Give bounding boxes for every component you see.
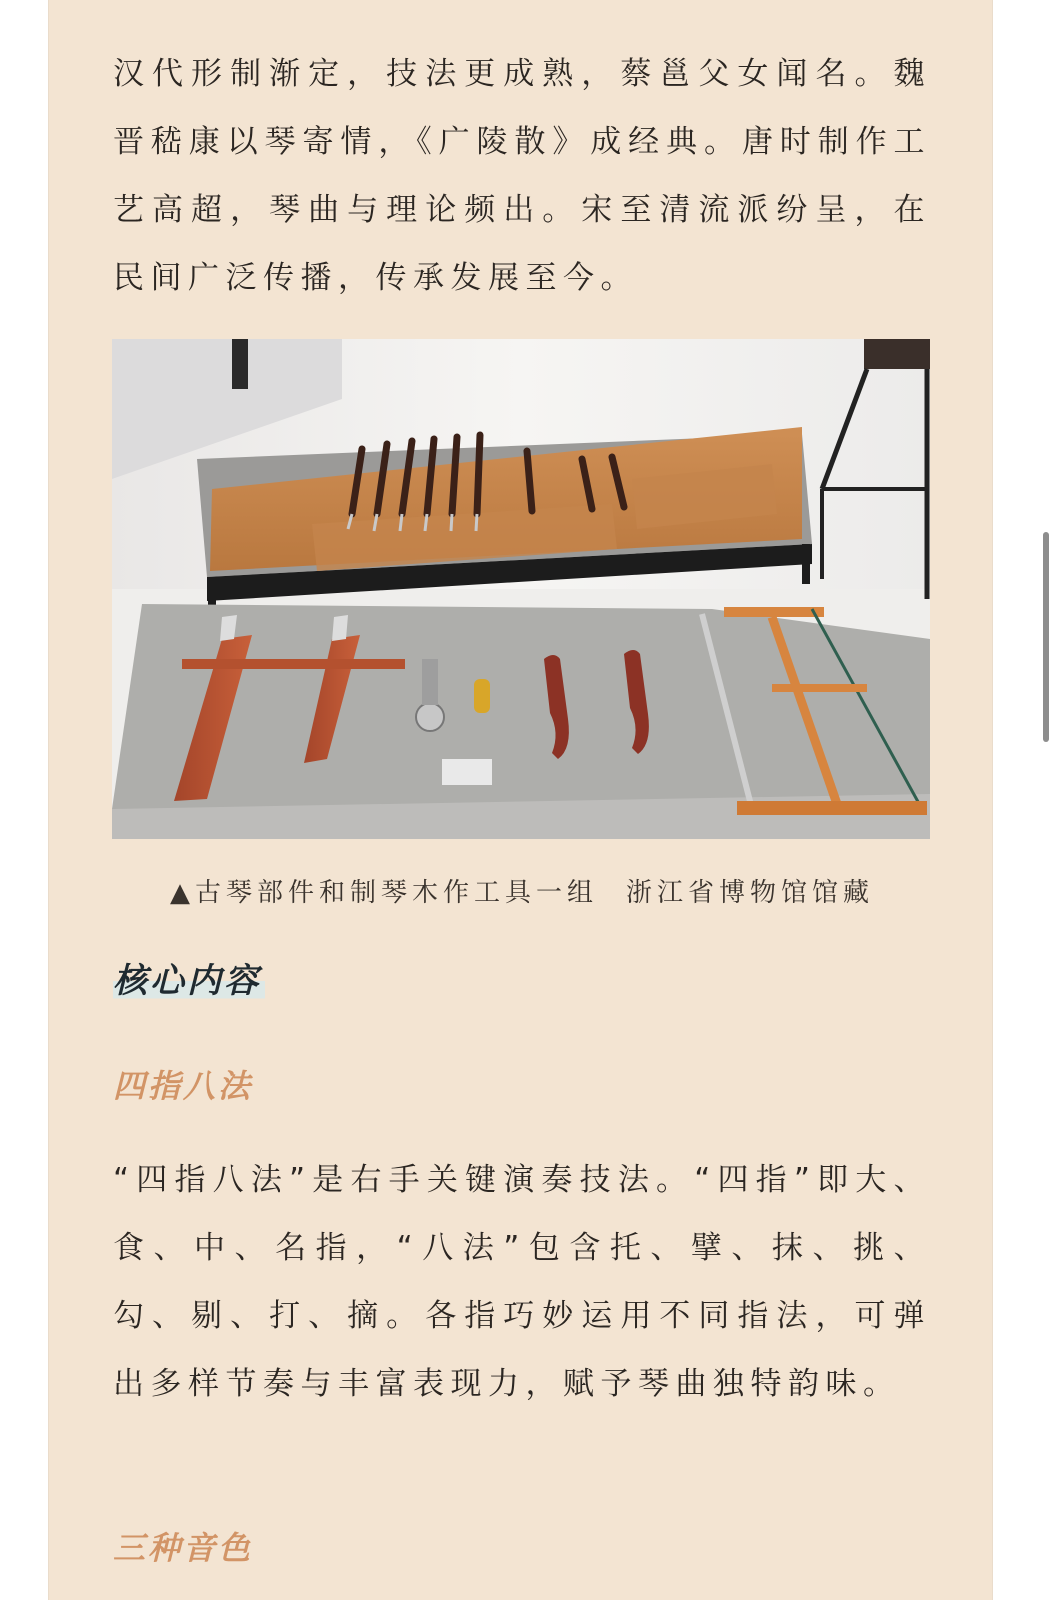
museum-photo[interactable] xyxy=(112,339,930,839)
history-paragraph: 汉代形制渐定，技法更成熟，蔡邕父女闻名。魏晋嵇康以琴寄情，《广陵散》成经典。唐时制作工艺高超，琴曲与理论频出。宋至清流派纷呈，在民间广泛传播，传承发展至今。 xyxy=(113,56,931,296)
core-content-heading: 核心内容 xyxy=(113,958,265,1004)
caption-main: ▲古琴部件和制琴木作工具一组 xyxy=(169,878,598,908)
page-scrollbar[interactable] xyxy=(1043,532,1049,742)
three-tones-heading: 三种音色 xyxy=(113,1529,254,1567)
caption-source: 浙江省博物馆馆藏 xyxy=(625,878,874,908)
photo-caption xyxy=(113,872,931,909)
article-container xyxy=(48,0,993,1600)
four-fingers-paragraph: “四指八法”是右手关键演奏技法。“四指”即大、食、中、名指，“八法”包含托、擘、抹、挑、勾、剔、打、摘。各指巧妙运用不同指法，可弹出多样节奏与丰富表现力，赋予琴曲独特韵味。 xyxy=(113,1162,931,1402)
four-fingers-heading: 四指八法 xyxy=(113,1067,254,1105)
